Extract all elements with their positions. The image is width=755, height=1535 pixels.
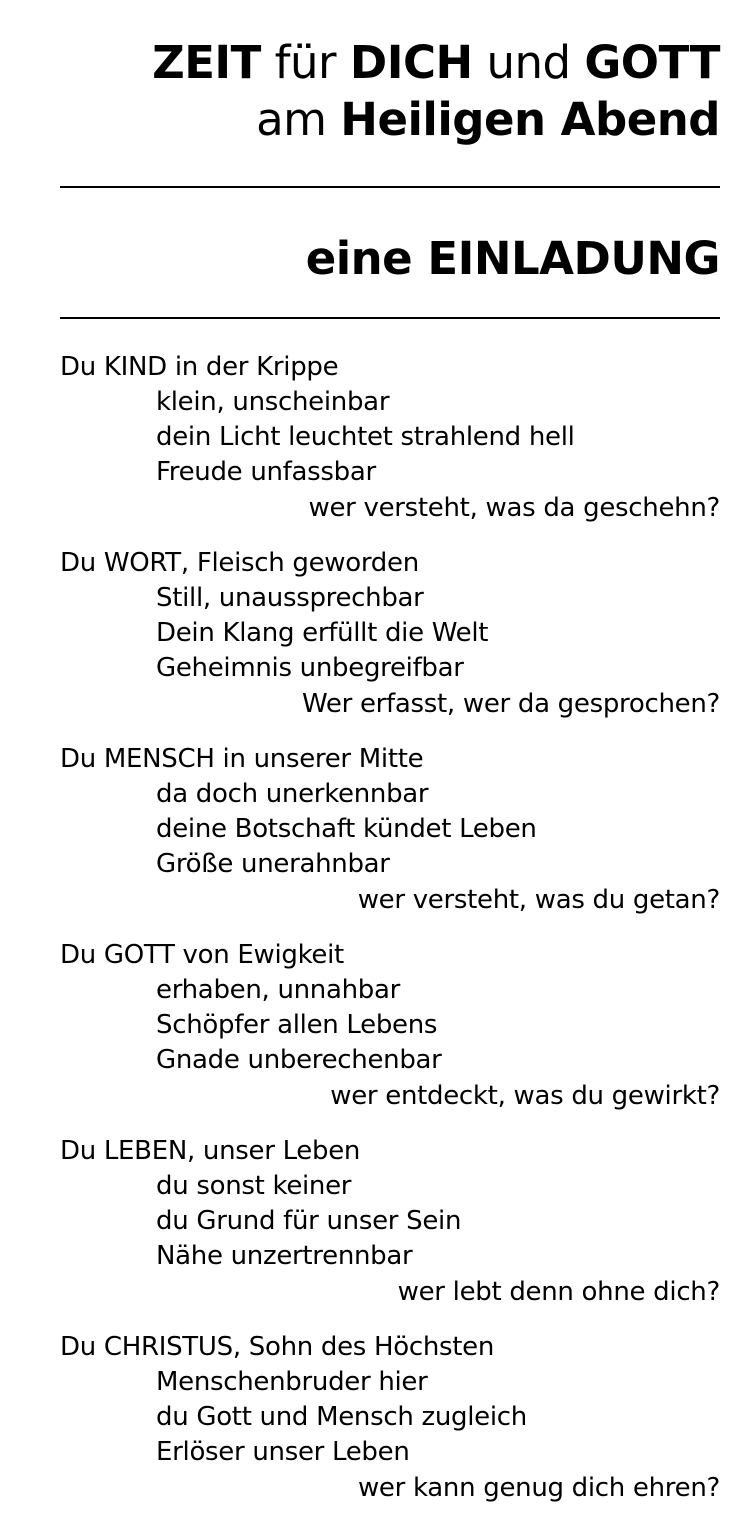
stanza	[60, 938, 720, 1134]
stanza-line: Erlöser unser Leben	[156, 1437, 410, 1467]
stanza	[60, 1330, 720, 1526]
stanza	[60, 742, 720, 938]
stanza-opening-line: Du GOTT von Ewigkeit	[60, 940, 344, 970]
stanza-opening-line: Du CHRISTUS, Sohn des Höchsten	[60, 1332, 495, 1362]
stanza-line: dein Licht leuchtet strahlend hell	[156, 422, 575, 452]
stanza-line: Menschenbruder hier	[156, 1367, 428, 1397]
stanza-question-line: wer kann genug dich ehren?	[357, 1473, 720, 1503]
stanza-opening-line: Du KIND in der Krippe	[60, 352, 339, 382]
subtitle: eine EINLADUNG	[305, 232, 720, 285]
stanza-line: Schöpfer allen Lebens	[156, 1010, 438, 1040]
stanza-opening-line: Du LEBEN, unser Leben	[60, 1136, 361, 1166]
title-line-1	[152, 34, 720, 91]
stanza-line: Größe unerahnbar	[156, 849, 390, 879]
stanza-question-line: wer versteht, was du getan?	[357, 885, 720, 915]
title-word: am	[256, 93, 341, 146]
document-page	[60, 0, 720, 1535]
stanza-question-line: wer lebt denn ohne dich?	[397, 1277, 720, 1307]
stanza-line: klein, unscheinbar	[156, 387, 390, 417]
stanza-opening-line: Du MENSCH in unserer Mitte	[60, 744, 424, 774]
title-word: DICH	[349, 36, 473, 89]
stanza-line: Still, unaussprechbar	[156, 583, 424, 613]
stanza	[60, 546, 720, 742]
stanza-line: du sonst keiner	[156, 1171, 352, 1201]
stanza-line: du Gott und Mensch zugleich	[156, 1402, 527, 1432]
stanza-question-line: wer versteht, was da geschehn?	[308, 493, 720, 523]
stanza-line: Geheimnis unbegreifbar	[156, 653, 464, 683]
stanza-line: Gnade unberechenbar	[156, 1045, 442, 1075]
stanza-line: erhaben, unnahbar	[156, 975, 401, 1005]
title-word: ZEIT	[152, 36, 261, 89]
stanza-line: da doch unerkennbar	[156, 779, 429, 809]
stanza-line: Nähe unzertrennbar	[156, 1241, 413, 1271]
title-word: GOTT	[584, 36, 720, 89]
title-word: und	[472, 36, 585, 89]
stanza-question-line: Wer erfasst, wer da gesprochen?	[302, 689, 720, 719]
stanza-line: Freude unfassbar	[156, 457, 376, 487]
stanza-line: Dein Klang erfüllt die Welt	[156, 618, 489, 648]
title-line-2	[256, 91, 720, 148]
title-word: Heiligen Abend	[340, 93, 720, 146]
stanza-opening-line: Du WORT, Fleisch geworden	[60, 548, 419, 578]
title-word: für	[260, 36, 350, 89]
stanza-question-line: wer entdeckt, was du gewirkt?	[330, 1081, 720, 1111]
poem	[60, 350, 720, 1526]
stanza	[60, 350, 720, 546]
divider-top	[60, 186, 720, 188]
stanza-line: deine Botschaft kündet Leben	[156, 814, 537, 844]
stanza	[60, 1134, 720, 1330]
stanza-line: du Grund für unser Sein	[156, 1206, 462, 1236]
divider-bottom	[60, 317, 720, 319]
